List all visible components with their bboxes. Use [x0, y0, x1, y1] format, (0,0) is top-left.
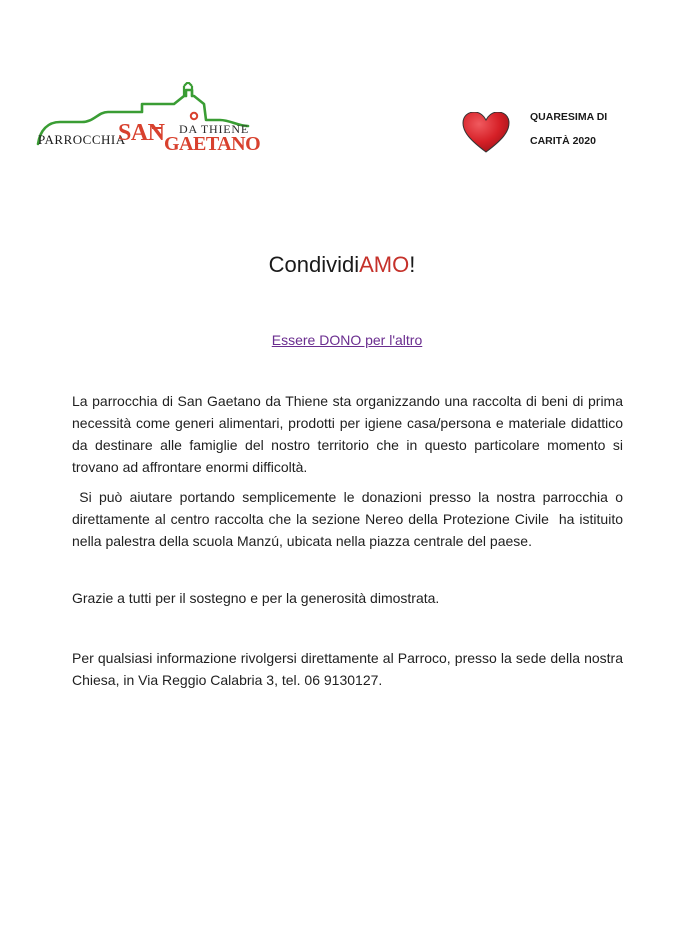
- paragraph-thanks: Grazie a tutti per il sostegno e per la generosità dimostrata.: [72, 590, 440, 606]
- heart-icon: [462, 112, 510, 154]
- page-title: [0, 252, 684, 278]
- logo-san-text: SAN: [118, 120, 165, 146]
- paragraph-donations: Si può aiutare portando semplicemente le donazioni presso la nostra parrocchia o direttamente al centro raccolta che la sezione Nereo della Protezione Civile ha istituito nella palestra della scuola Manzú, ubicata nella piazza centrale del paese.: [72, 489, 631, 549]
- logo-da-thiene-text: DA THIENE: [179, 122, 249, 136]
- paragraph-intro: La parrocchia di San Gaetano da Thiene sta organizzando una raccolta di beni di prima necessità come generi alimentari, prodotti per igiene casa/persona e materiale didattico da destinare alle famiglie del nostro territorio che in questo particolare momento si trovano ad affrontare enormi difficoltà.: [72, 393, 623, 475]
- logo-parrocchia-text: PARROCCHIA: [38, 132, 126, 147]
- logo-gaetano-text: GAETANO: [164, 133, 261, 155]
- title-suffix: !: [409, 252, 416, 277]
- paragraph-contact: Per qualsiasi informazione rivolgersi direttamente al Parroco, presso la sede della nostra Chiesa, in Via Reggio Calabria 3, tel. 06 9130127.: [72, 650, 623, 688]
- parish-logo: [34, 82, 261, 158]
- title-prefix: Condividi: [268, 252, 360, 277]
- subtitle-link[interactable]: Essere DONO per l'altro: [271, 332, 423, 348]
- campaign-line-1: QUARESIMA DI: [530, 111, 608, 123]
- campaign-label: [530, 105, 607, 153]
- title-accent: AMO: [359, 252, 410, 277]
- campaign-line-2: CARITÀ 2020: [530, 135, 596, 147]
